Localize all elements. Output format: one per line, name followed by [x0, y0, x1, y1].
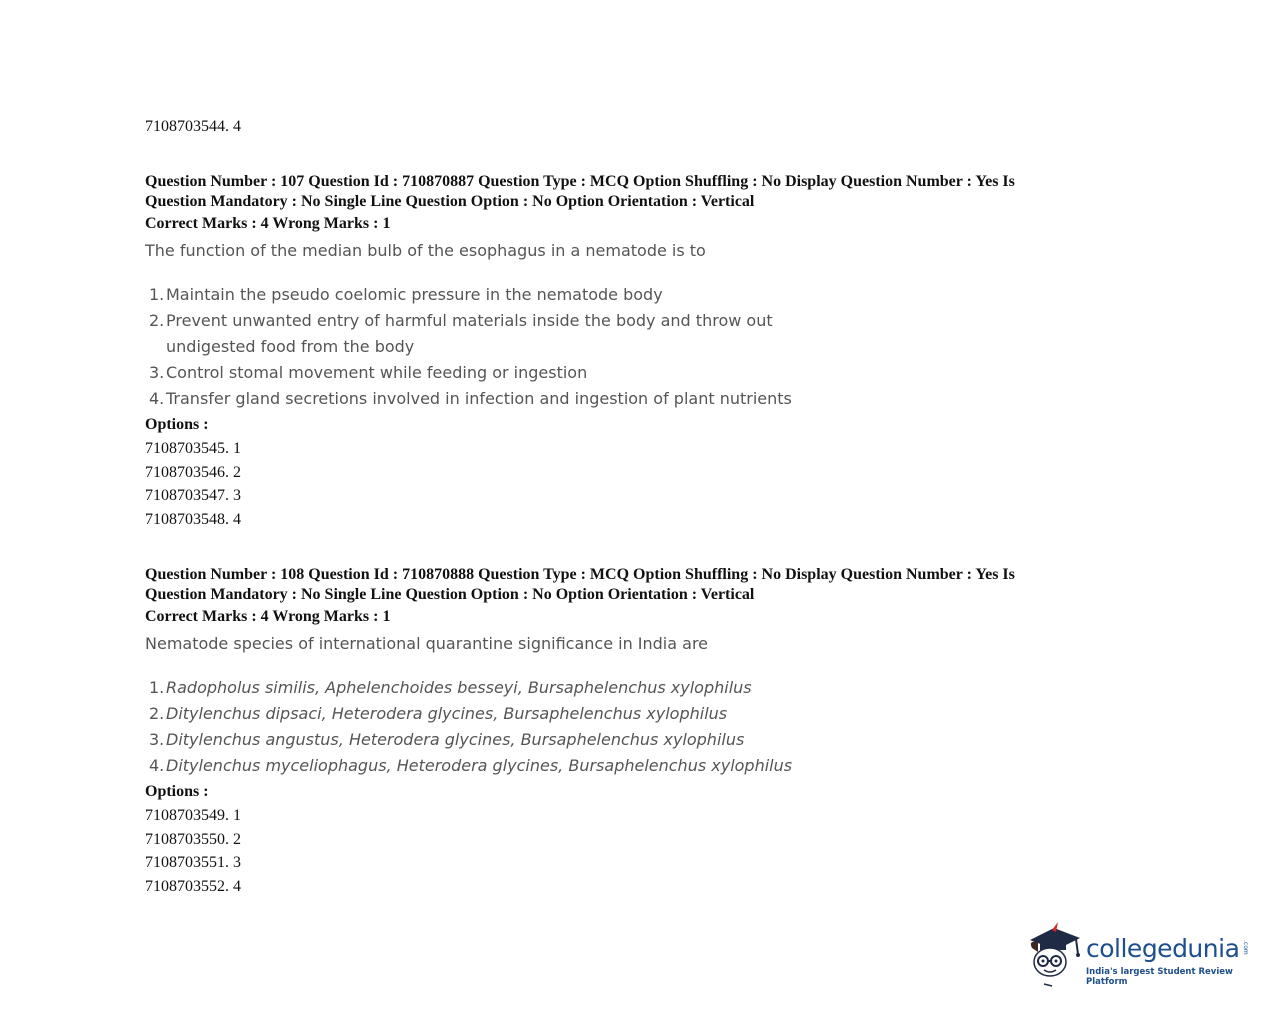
choice-item — [149, 360, 849, 386]
choice-list — [149, 282, 849, 412]
choice-text: Ditylenchus myceliophagus, Heterodera glycines, Bursaphelenchus xylophilus — [166, 756, 793, 775]
question-meta-line1: Question Number : 108 Question Id : 710870888 Question Type : MCQ Option Shuffling : No Display Question Number : Yes Is — [145, 566, 1015, 583]
choice-number: 3. — [149, 730, 165, 749]
option-id: 7108703545. 1 — [145, 440, 241, 457]
choice-text: Maintain the pseudo coelomic pressure in the nematode body — [166, 285, 663, 304]
question-text: Nematode species of international quarantine significance in India are — [145, 634, 709, 653]
choice-list — [149, 675, 849, 779]
choice-text: Ditylenchus angustus, Heterodera glycines, Bursaphelenchus xylophilus — [166, 730, 745, 749]
question-meta-line1: Question Number : 107 Question Id : 710870887 Question Type : MCQ Option Shuffling : No Display Question Number : Yes Is — [145, 173, 1015, 190]
choice-item — [149, 308, 846, 360]
choice-item — [149, 701, 849, 727]
choice-text: Control stomal movement while feeding or ingestion — [166, 363, 588, 382]
option-id: 7108703548. 4 — [145, 511, 241, 528]
option-id: 7108703550. 2 — [145, 831, 241, 848]
choice-text: Prevent unwanted entry of harmful materials inside the body and throw out undigested food from the body — [166, 311, 773, 356]
question-meta — [145, 172, 1095, 212]
prev-option-id: 7108703544. 4 — [145, 118, 241, 135]
option-id: 7108703546. 2 — [145, 464, 241, 481]
question-meta-line2: Question Mandatory : No Single Line Question Option : No Option Orientation : Vertical — [145, 193, 755, 210]
options-label: Options : — [145, 416, 209, 433]
choice-number: 4. — [149, 389, 165, 408]
option-id: 7108703552. 4 — [145, 878, 241, 895]
question-marks: Correct Marks : 4 Wrong Marks : 1 — [145, 215, 391, 232]
options-label: Options : — [145, 783, 209, 800]
choice-text: Radopholus similis, Aphelenchoides besseyi, Bursaphelenchus xylophilus — [166, 678, 752, 697]
mascot-icon — [1024, 918, 1086, 988]
logo-com-text: .com — [1242, 940, 1249, 955]
question-marks: Correct Marks : 4 Wrong Marks : 1 — [145, 608, 391, 625]
choice-number: 3. — [149, 363, 165, 382]
question-text: The function of the median bulb of the esophagus in a nematode is to — [145, 241, 706, 260]
choice-item — [149, 386, 849, 412]
choice-number: 4. — [149, 756, 165, 775]
choice-number: 1. — [149, 285, 165, 304]
choice-item — [149, 727, 849, 753]
logo-brand-text: collegedunia — [1086, 934, 1240, 963]
option-id: 7108703551. 3 — [145, 854, 241, 871]
choice-text: Ditylenchus dipsaci, Heterodera glycines, Bursaphelenchus xylophilus — [166, 704, 728, 723]
collegedunia-logo — [1024, 918, 1254, 988]
choice-text: Transfer gland secretions involved in infection and ingestion of plant nutrients — [166, 389, 792, 408]
logo-tagline: India's largest Student Review Platform — [1086, 967, 1233, 987]
choice-item — [149, 753, 849, 779]
option-id: 7108703547. 3 — [145, 487, 241, 504]
choice-item — [149, 282, 849, 308]
choice-number: 2. — [149, 704, 165, 723]
choice-number: 2. — [149, 311, 165, 330]
choice-number: 1. — [149, 678, 165, 697]
choice-item — [149, 675, 849, 701]
question-meta — [145, 565, 1095, 605]
option-id: 7108703549. 1 — [145, 807, 241, 824]
question-meta-line2: Question Mandatory : No Single Line Question Option : No Option Orientation : Vertical — [145, 586, 755, 603]
